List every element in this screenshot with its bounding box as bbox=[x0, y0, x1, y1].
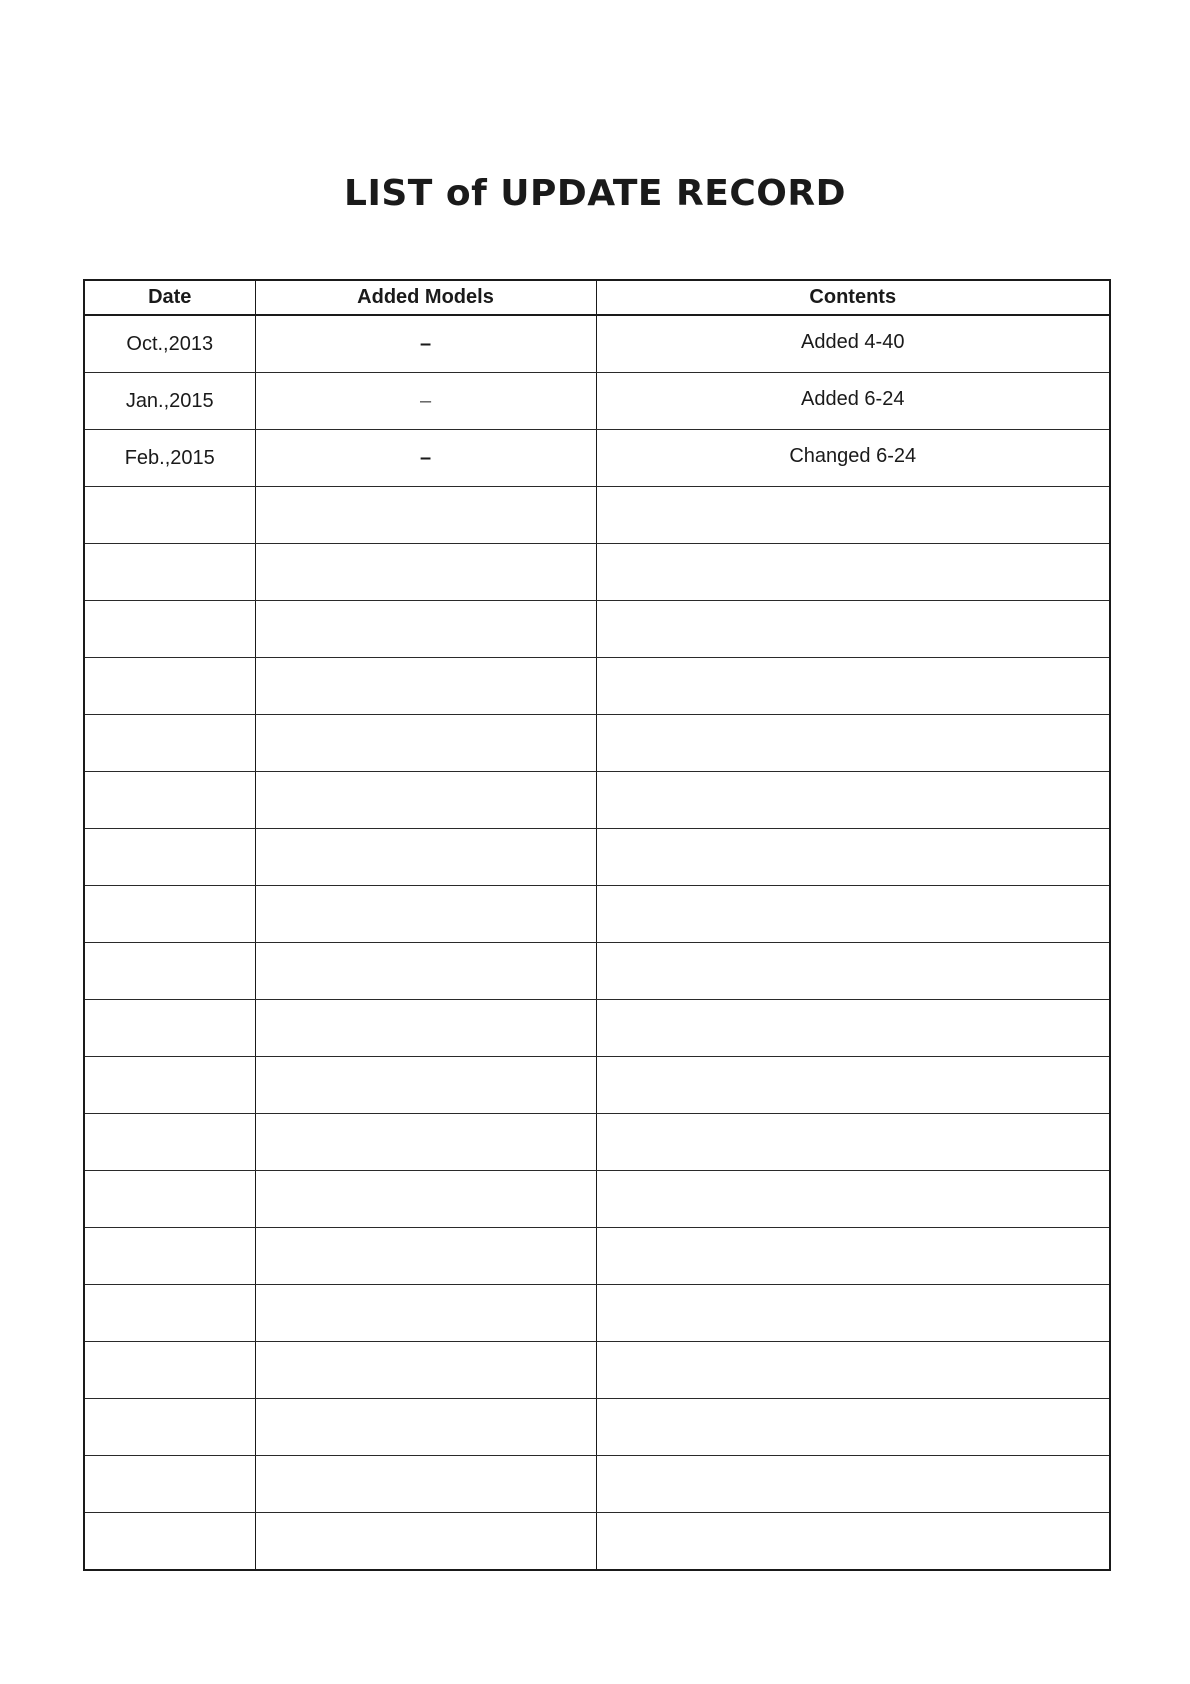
contents-cell: Changed 6-24 bbox=[596, 430, 1110, 487]
empty-table-row bbox=[84, 1171, 1110, 1228]
date-cell bbox=[84, 1114, 255, 1171]
date-cell bbox=[84, 1171, 255, 1228]
added-models-cell bbox=[255, 886, 596, 943]
added-models-cell bbox=[255, 487, 596, 544]
contents-cell bbox=[596, 829, 1110, 886]
added-models-cell bbox=[255, 1171, 596, 1228]
date-cell bbox=[84, 772, 255, 829]
page-title: LIST of UPDATE RECORD bbox=[344, 173, 846, 214]
date-cell bbox=[84, 715, 255, 772]
contents-cell bbox=[596, 1228, 1110, 1285]
contents-cell bbox=[596, 544, 1110, 601]
empty-table-row bbox=[84, 1456, 1110, 1513]
empty-table-row bbox=[84, 715, 1110, 772]
table-row bbox=[84, 315, 1110, 373]
added-models-cell bbox=[255, 1114, 596, 1171]
contents-cell bbox=[596, 658, 1110, 715]
date-cell bbox=[84, 544, 255, 601]
contents-cell bbox=[596, 487, 1110, 544]
update-record-table bbox=[83, 279, 1111, 1571]
table-row bbox=[84, 373, 1110, 430]
date-cell bbox=[84, 1399, 255, 1456]
date-cell bbox=[84, 1057, 255, 1114]
added-models-cell bbox=[255, 1342, 596, 1399]
added-models-cell bbox=[255, 1456, 596, 1513]
added-models-cell bbox=[255, 943, 596, 1000]
date-cell bbox=[84, 886, 255, 943]
contents-cell bbox=[596, 601, 1110, 658]
empty-table-row bbox=[84, 1342, 1110, 1399]
contents-cell bbox=[596, 1171, 1110, 1228]
added-models-cell bbox=[255, 1000, 596, 1057]
empty-table-row bbox=[84, 1228, 1110, 1285]
added-models-cell bbox=[255, 715, 596, 772]
added-models-cell: – bbox=[255, 315, 596, 373]
contents-cell bbox=[596, 1057, 1110, 1114]
added-models-cell bbox=[255, 772, 596, 829]
date-cell bbox=[84, 829, 255, 886]
date-cell: Feb.,2015 bbox=[84, 430, 255, 487]
empty-table-row bbox=[84, 1285, 1110, 1342]
empty-table-row bbox=[84, 658, 1110, 715]
table-header-row bbox=[84, 280, 1110, 315]
added-models-cell bbox=[255, 1228, 596, 1285]
empty-table-row bbox=[84, 829, 1110, 886]
added-models-cell: – bbox=[255, 430, 596, 487]
added-models-cell bbox=[255, 1285, 596, 1342]
contents-cell bbox=[596, 715, 1110, 772]
contents-cell bbox=[596, 1000, 1110, 1057]
contents-cell bbox=[596, 886, 1110, 943]
contents-cell bbox=[596, 1114, 1110, 1171]
date-cell bbox=[84, 1228, 255, 1285]
empty-table-row bbox=[84, 1513, 1110, 1571]
contents-cell bbox=[596, 1456, 1110, 1513]
date-cell bbox=[84, 658, 255, 715]
date-cell bbox=[84, 1285, 255, 1342]
empty-table-row bbox=[84, 1399, 1110, 1456]
contents-cell: Added 6-24 bbox=[596, 373, 1110, 430]
added-models-cell: – bbox=[255, 373, 596, 430]
date-cell bbox=[84, 487, 255, 544]
contents-cell bbox=[596, 1399, 1110, 1456]
contents-cell bbox=[596, 1513, 1110, 1571]
empty-table-row bbox=[84, 1057, 1110, 1114]
date-cell bbox=[84, 1456, 255, 1513]
date-cell bbox=[84, 1000, 255, 1057]
added-models-cell bbox=[255, 1057, 596, 1114]
empty-table-row bbox=[84, 487, 1110, 544]
added-models-cell bbox=[255, 1399, 596, 1456]
table-row bbox=[84, 430, 1110, 487]
empty-table-row bbox=[84, 772, 1110, 829]
date-cell: Jan.,2015 bbox=[84, 373, 255, 430]
empty-table-row bbox=[84, 1000, 1110, 1057]
date-cell bbox=[84, 1513, 255, 1571]
date-cell: Oct.,2013 bbox=[84, 315, 255, 373]
contents-cell bbox=[596, 943, 1110, 1000]
empty-table-row bbox=[84, 1114, 1110, 1171]
empty-table-row bbox=[84, 886, 1110, 943]
contents-cell bbox=[596, 772, 1110, 829]
empty-table-row bbox=[84, 601, 1110, 658]
empty-table-row bbox=[84, 544, 1110, 601]
date-cell bbox=[84, 1342, 255, 1399]
empty-table-row bbox=[84, 943, 1110, 1000]
header-date: Date bbox=[84, 280, 255, 315]
added-models-cell bbox=[255, 658, 596, 715]
added-models-cell bbox=[255, 601, 596, 658]
date-cell bbox=[84, 943, 255, 1000]
added-models-cell bbox=[255, 544, 596, 601]
added-models-cell bbox=[255, 829, 596, 886]
contents-cell: Added 4-40 bbox=[596, 315, 1110, 373]
header-added-models: Added Models bbox=[255, 280, 596, 315]
added-models-cell bbox=[255, 1513, 596, 1571]
date-cell bbox=[84, 601, 255, 658]
contents-cell bbox=[596, 1285, 1110, 1342]
contents-cell bbox=[596, 1342, 1110, 1399]
header-contents: Contents bbox=[596, 280, 1110, 315]
